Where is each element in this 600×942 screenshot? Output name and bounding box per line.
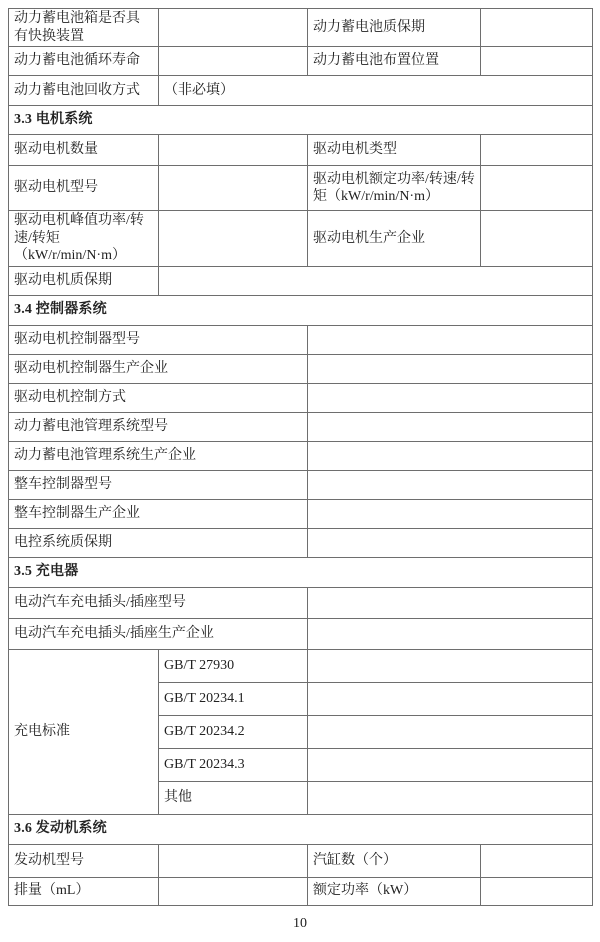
cell-value xyxy=(308,587,593,618)
cell-value xyxy=(481,166,593,211)
cell-value xyxy=(159,211,308,267)
cell-value xyxy=(308,470,593,499)
cell-value xyxy=(308,748,593,781)
cell-value xyxy=(159,47,308,76)
cell-value xyxy=(159,166,308,211)
cell-value xyxy=(308,781,593,814)
cell-label: 整车控制器型号 xyxy=(9,470,308,499)
cell-label: 动力蓄电池循环寿命 xyxy=(9,47,159,76)
table-row xyxy=(9,9,593,47)
cell-value xyxy=(159,9,308,47)
section-header-row xyxy=(9,814,593,844)
cell-label: 电控系统质保期 xyxy=(9,528,308,557)
cell-label: 动力蓄电池布置位置 xyxy=(308,47,481,76)
table-row xyxy=(9,441,593,470)
table-row xyxy=(9,76,593,106)
cell-label: 整车控制器生产企业 xyxy=(9,499,308,528)
cell-value xyxy=(159,135,308,166)
cell-label: GB/T 20234.3 xyxy=(159,748,308,781)
cell-label: 驱动电机型号 xyxy=(9,166,159,211)
cell-label: 驱动电机峰值功率/转速/转矩（kW/r/min/N·m） xyxy=(9,211,159,267)
cell-value xyxy=(159,266,593,295)
cell-value xyxy=(308,499,593,528)
cell-label: 动力蓄电池管理系统生产企业 xyxy=(9,441,308,470)
section-title: 3.4 控制器系统 xyxy=(9,295,593,325)
cell-value xyxy=(481,877,593,905)
cell-value xyxy=(308,528,593,557)
section-header-row xyxy=(9,106,593,135)
cell-value xyxy=(308,325,593,354)
cell-value xyxy=(308,412,593,441)
cell-label: 驱动电机类型 xyxy=(308,135,481,166)
cell-label: 电动汽车充电插头/插座型号 xyxy=(9,587,308,618)
cell-value xyxy=(481,9,593,47)
cell-label: GB/T 20234.2 xyxy=(159,715,308,748)
cell-value xyxy=(159,877,308,905)
table-row xyxy=(9,354,593,383)
table-row xyxy=(9,587,593,618)
cell-value xyxy=(308,354,593,383)
table-row xyxy=(9,528,593,557)
section-title: 3.6 发动机系统 xyxy=(9,814,593,844)
cell-label: 汽缸数（个） xyxy=(308,844,481,877)
cell-label: 驱动电机控制器型号 xyxy=(9,325,308,354)
cell-value: （非必填） xyxy=(159,76,593,106)
cell-value xyxy=(308,618,593,649)
cell-label: 驱动电机额定功率/转速/转矩（kW/r/min/N·m） xyxy=(308,166,481,211)
cell-label: 额定功率（kW） xyxy=(308,877,481,905)
table-row xyxy=(9,618,593,649)
cell-label: GB/T 20234.1 xyxy=(159,682,308,715)
cell-value xyxy=(308,682,593,715)
cell-label: GB/T 27930 xyxy=(159,649,308,682)
table-row xyxy=(9,325,593,354)
section-header-row xyxy=(9,295,593,325)
cell-label: 排量（mL） xyxy=(9,877,159,905)
page-number: 10 xyxy=(293,916,307,931)
cell-label: 动力蓄电池回收方式 xyxy=(9,76,159,106)
cell-label: 动力蓄电池管理系统型号 xyxy=(9,412,308,441)
cell-value xyxy=(481,135,593,166)
cell-value xyxy=(308,441,593,470)
spec-table xyxy=(8,8,593,906)
cell-label: 驱动电机控制器生产企业 xyxy=(9,354,308,383)
table-row xyxy=(9,266,593,295)
cell-label: 驱动电机质保期 xyxy=(9,266,159,295)
cell-label: 电动汽车充电插头/插座生产企业 xyxy=(9,618,308,649)
cell-label: 驱动电机控制方式 xyxy=(9,383,308,412)
section-header-row xyxy=(9,557,593,587)
cell-value xyxy=(308,649,593,682)
table-row xyxy=(9,877,593,905)
cell-label: 动力蓄电池箱是否具有快换装置 xyxy=(9,9,159,47)
section-title: 3.5 充电器 xyxy=(9,557,593,587)
cell-label: 发动机型号 xyxy=(9,844,159,877)
table-row xyxy=(9,412,593,441)
table-row xyxy=(9,166,593,211)
cell-label: 驱动电机数量 xyxy=(9,135,159,166)
cell-value xyxy=(481,211,593,267)
cell-label: 其他 xyxy=(159,781,308,814)
cell-value xyxy=(481,844,593,877)
cell-value xyxy=(308,383,593,412)
cell-value xyxy=(481,47,593,76)
table-row xyxy=(9,47,593,76)
cell-label: 驱动电机生产企业 xyxy=(308,211,481,267)
table-row xyxy=(9,649,593,682)
table-row xyxy=(9,383,593,412)
cell-value xyxy=(308,715,593,748)
table-row xyxy=(9,470,593,499)
section-title: 3.3 电机系统 xyxy=(9,106,593,135)
table-row xyxy=(9,135,593,166)
table-row xyxy=(9,844,593,877)
cell-value xyxy=(159,844,308,877)
table-row xyxy=(9,211,593,267)
cell-label: 动力蓄电池质保期 xyxy=(308,9,481,47)
cell-label: 充电标准 xyxy=(9,649,159,814)
table-row xyxy=(9,499,593,528)
